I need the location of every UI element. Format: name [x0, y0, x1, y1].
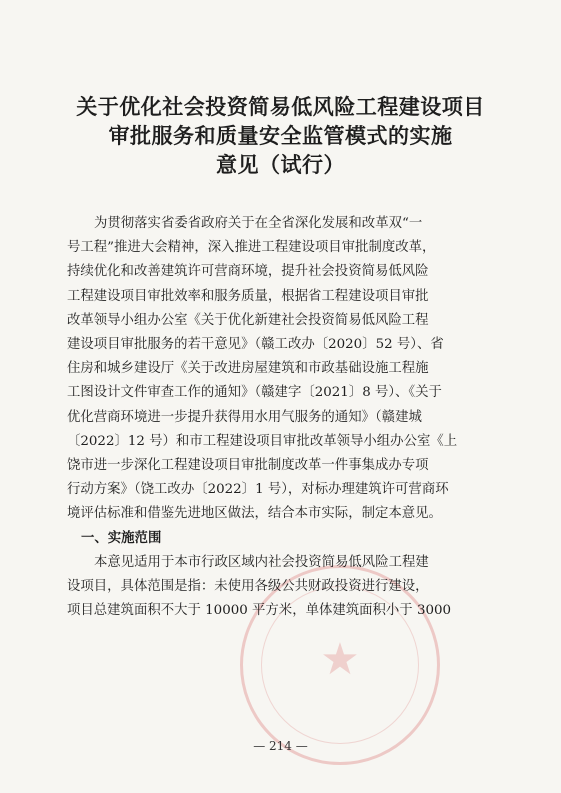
scope-paragraph [67, 551, 500, 624]
title-line-1: 关于优化社会投资简易低风险工程建设项目 [76, 95, 485, 119]
intro-line: 持续优化和改善建筑许可营商环境，提升社会投资简易低风险 [67, 264, 429, 280]
page-number: — 214 — [253, 739, 308, 753]
document-body [67, 212, 500, 623]
intro-line: 优化营商环境进一步提升获得用水用气服务的通知》（赣建城 [67, 409, 422, 425]
section-heading-scope: 一、实施范围 [81, 530, 162, 546]
scope-line: 设项目，具体范围是指：未使用各级公共财政投资进行建设， [67, 579, 429, 595]
title-line-3: 意见（试行） [216, 153, 345, 177]
intro-paragraph [67, 212, 500, 527]
intro-line: 号工程”推进大会精神，深入推进工程建设项目审批制度改革， [67, 240, 436, 256]
scope-line: 本意见适用于本市行政区域内社会投资简易低风险工程建 [94, 554, 429, 570]
title-line-2: 审批服务和质量安全监管模式的实施 [108, 124, 453, 148]
intro-line: 〔2022〕12 号）和市工程建设项目审批改革领导小组办公室《上 [67, 433, 458, 449]
intro-line: 为贯彻落实省委省政府关于在全省深化发展和改革双“一 [94, 216, 423, 231]
intro-line: 行动方案》（饶工改办〔2022〕1 号），对标办理建筑许可营商环 [67, 482, 449, 498]
intro-line: 改革领导小组办公室《关于优化新建社会投资简易低风险工程 [67, 312, 429, 328]
intro-line: 饶市进一步深化工程建设项目审批制度改革一件事集成办专项 [67, 458, 429, 474]
seal-star-icon: ★ [320, 634, 360, 685]
scope-line: 项目总建筑面积不大于 10000 平方米，单体建筑面积小于 3000 [67, 603, 452, 619]
intro-line: 建设项目审批服务的若干意见》（赣工改办〔2020〕52 号）、省 [67, 337, 444, 353]
intro-line: 工程建设项目审批效率和服务质量，根据省工程建设项目审批 [67, 288, 429, 304]
document-title [40, 93, 521, 180]
intro-line: 工图设计文件审查工作的通知》（赣建字〔2021〕8 号）、《关于 [67, 385, 442, 401]
intro-line: 住房和城乡建设厅《关于改进房屋建筑和市政基础设施工程施 [67, 361, 429, 377]
intro-line: 境评估标准和借鉴先进地区做法，结合本市实际，制定本意见。 [67, 506, 442, 522]
